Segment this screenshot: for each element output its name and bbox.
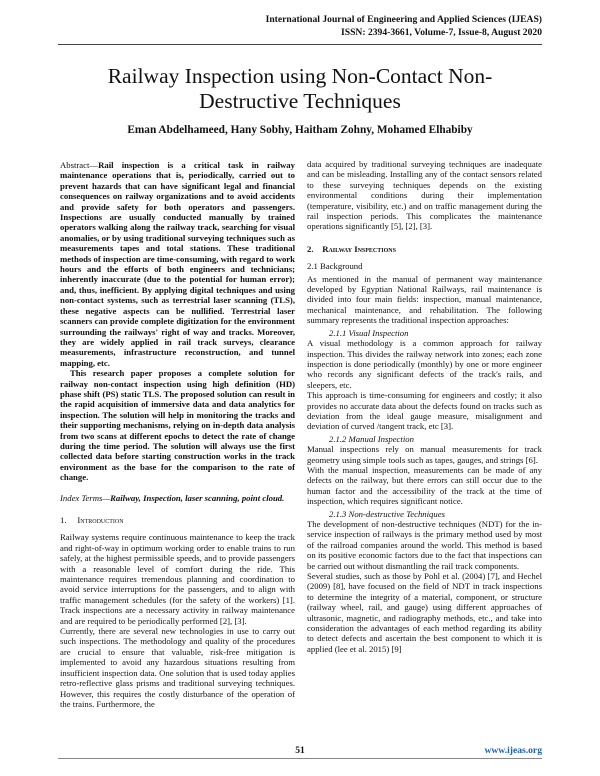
section-title: Introduction — [77, 515, 124, 525]
ndt-paragraph-2: Several studies, such as those by Pohl et al. (2004) [7], and Hechel (2009) [8], have focused on the field of NDT in track inspections to determine the integrity of a material, component, or structure (railway wheel, rail, and gauge) using different approaches of ultrasonic, magnetic, and radiography methods, etc., and take into consideration the advantages of each method regarding its ability to detect defects and ascertain the best component to which it is applied (lee et al. 2015) [9] — [307, 571, 542, 654]
page-number: 51 — [295, 746, 305, 756]
right-column — [307, 159, 542, 654]
index-terms-text: Railway, Inspection, laser scanning, point cloud. — [110, 492, 285, 503]
issn-line: ISSN: 2394-3661, Volume-7, Issue-8, August 2020 — [341, 27, 542, 38]
abstract-text: Rail inspection is a critical task in railway maintenance operations that is, periodically, carried out to prevent hazards that can have significant legal and financial consequences on railway organizations and to avoid accidents and provide safety for both operators and passengers. Inspections are usually conducted manually by trained operators walking along the railway track, searching for visual anomalies, or by using traditional surveying techniques such as measurements tapes and total stations. These traditional methods of inspection are time-consuming, with regard to work hours and the efforts of both engineers and technicians; inherently inaccurate (due to the potential for human error); and, thus, inefficient. By applying digital techniques and using non-contact systems, such as terrestrial laser scanning (TLS), these negative aspects can be nullified. Terrestrial laser scanners can provide complete digitization for the environment surrounding the railways' right of way and tracks. Moreover, they are widely applied in rail track surveys, clearance measurements, infrastructure reconstruction, and tunnel mapping, etc. — [60, 160, 295, 368]
journal-name: International Journal of Engineering and Applied Sciences (IJEAS) — [265, 14, 542, 25]
section-number: 2. — [307, 243, 314, 254]
section-number: 1. — [60, 515, 67, 525]
abstract-paragraph — [60, 160, 295, 368]
index-terms-lead: Index Terms— — [60, 492, 111, 503]
manual-paragraph-1: Manual inspections rely on manual measurements for track geometry using simple tools such as tapes, gauges, and strings [6]. — [307, 444, 542, 465]
author-list: Eman Abdelhameed, Hany Sobhy, Haitham Zohny, Mohamed Elhabiby — [127, 124, 473, 136]
subsection-heading-background: 2.1 Background — [307, 261, 363, 272]
subsubsection-manual-inspection: 2.1.2 Manual Inspection — [329, 433, 414, 444]
subsubsection-visual-inspection: 2.1.1 Visual Inspection — [329, 327, 409, 338]
continued-paragraph: data acquired by traditional surveying techniques are inadequate and can be misleading. Installing any of the contact sensors related to these surveying techniques depends on the existing environmental conditions during their implementation (temperature, visibility, etc.) and on traffic management during the rail inspection periods. This complicates the maintenance operations significantly [5], [2], [3]. — [307, 159, 542, 232]
section-heading-introduction — [60, 515, 295, 525]
section-title: Railway Inspections — [322, 243, 396, 254]
footer-rule — [58, 758, 542, 759]
manual-paragraph-2: With the manual inspection, measurements can be made of any defects on the railway, but there errors can still occur due to the human factor and the accessibility of the track at the time of inspection, which requires significant notice. — [307, 464, 542, 507]
section-heading-railway-inspections — [307, 244, 542, 254]
index-terms — [60, 493, 295, 503]
abstract-paragraph-2: This research paper proposes a complete solution for railway non-contact inspection using high definition (HD) phase shift (PS) static TLS. The proposed solution can result in the rapid acquisition of immersive data and data analytics for inspection. The solution will help in monitoring the tracks and their supporting mechanisms, relying on in-depth data analysis from two scans at different epochs to detect the rate of change during the time period. The solution will always use the first collected data before starting construction works in the track environment as the base for the comparison to the rate of change. — [60, 368, 295, 483]
background-paragraph: As mentioned in the manual of permanent way maintenance developed by Egyptian National Railways, rail maintenance is divided into four main fields: inspection, manual maintenance, mechanical maintenance, and rehabilitation. The following summary represents the traditional inspection approaches: — [307, 273, 542, 326]
header-rule — [58, 44, 542, 45]
journal-website-link[interactable]: www.ijeas.org — [484, 745, 542, 756]
intro-paragraph-2: Currently, there are several new technologies in use to carry out such inspections. The methodology and quality of the procedures are crucial to ensure that valuable, risk-free mitigation is implemented to avoid any hazardous situations resulting from insufficient inspection data. One solution that is used today applies retro-reflective glass prisms and traditional surveying techniques. However, this requires the costly disturbance of the operation of the trains. Furthermore, the — [60, 626, 295, 709]
visual-paragraph-2: This approach is time-consuming for engineers and costly; it also provides no accurate data about the defects found on tracks such as deviation from the ideal gauge measure, misalignment and deviation of curved /tangent track, etc [3]. — [307, 390, 542, 432]
subsubsection-ndt: 2.1.3 Non-destructive Techniques — [329, 508, 445, 519]
abstract-lead: Abstract— — [60, 160, 99, 170]
paper-title: Railway Inspection using Non-Contact Non-Destructive Techniques — [107, 64, 493, 113]
left-column — [60, 160, 295, 709]
ndt-paragraph-1: The development of non-destructive techniques (NDT) for the in-service inspection of railways is the primary method used by most of the railroad companies around the world. This method is based on its positive economic factors due to the fact that inspections can be carried out without dismantling the rail track components. — [307, 519, 542, 571]
intro-paragraph-1: Railway systems require continuous maintenance to keep the track and right-of-way in optimum working order to enable trains to run safely, at the highest permissible speeds, and to provide passengers with a reasonable level of comfort during the ride. This maintenance requires tremendous planning and coordination to avoid service interruptions for the passengers, and to align with traffic management schedules (for the safety of the workers) [1]. Track inspections are a necessary activity in railway maintenance and are required to be periodically performed [2], [3]. — [60, 532, 295, 626]
visual-paragraph-1: A visual methodology is a common approach for railway inspection. This divides the railway network into zones; each zone inspection is done periodically (monthly) by one or more engineer who records any significant defects of the track's rails, and sleepers, etc. — [307, 338, 542, 390]
